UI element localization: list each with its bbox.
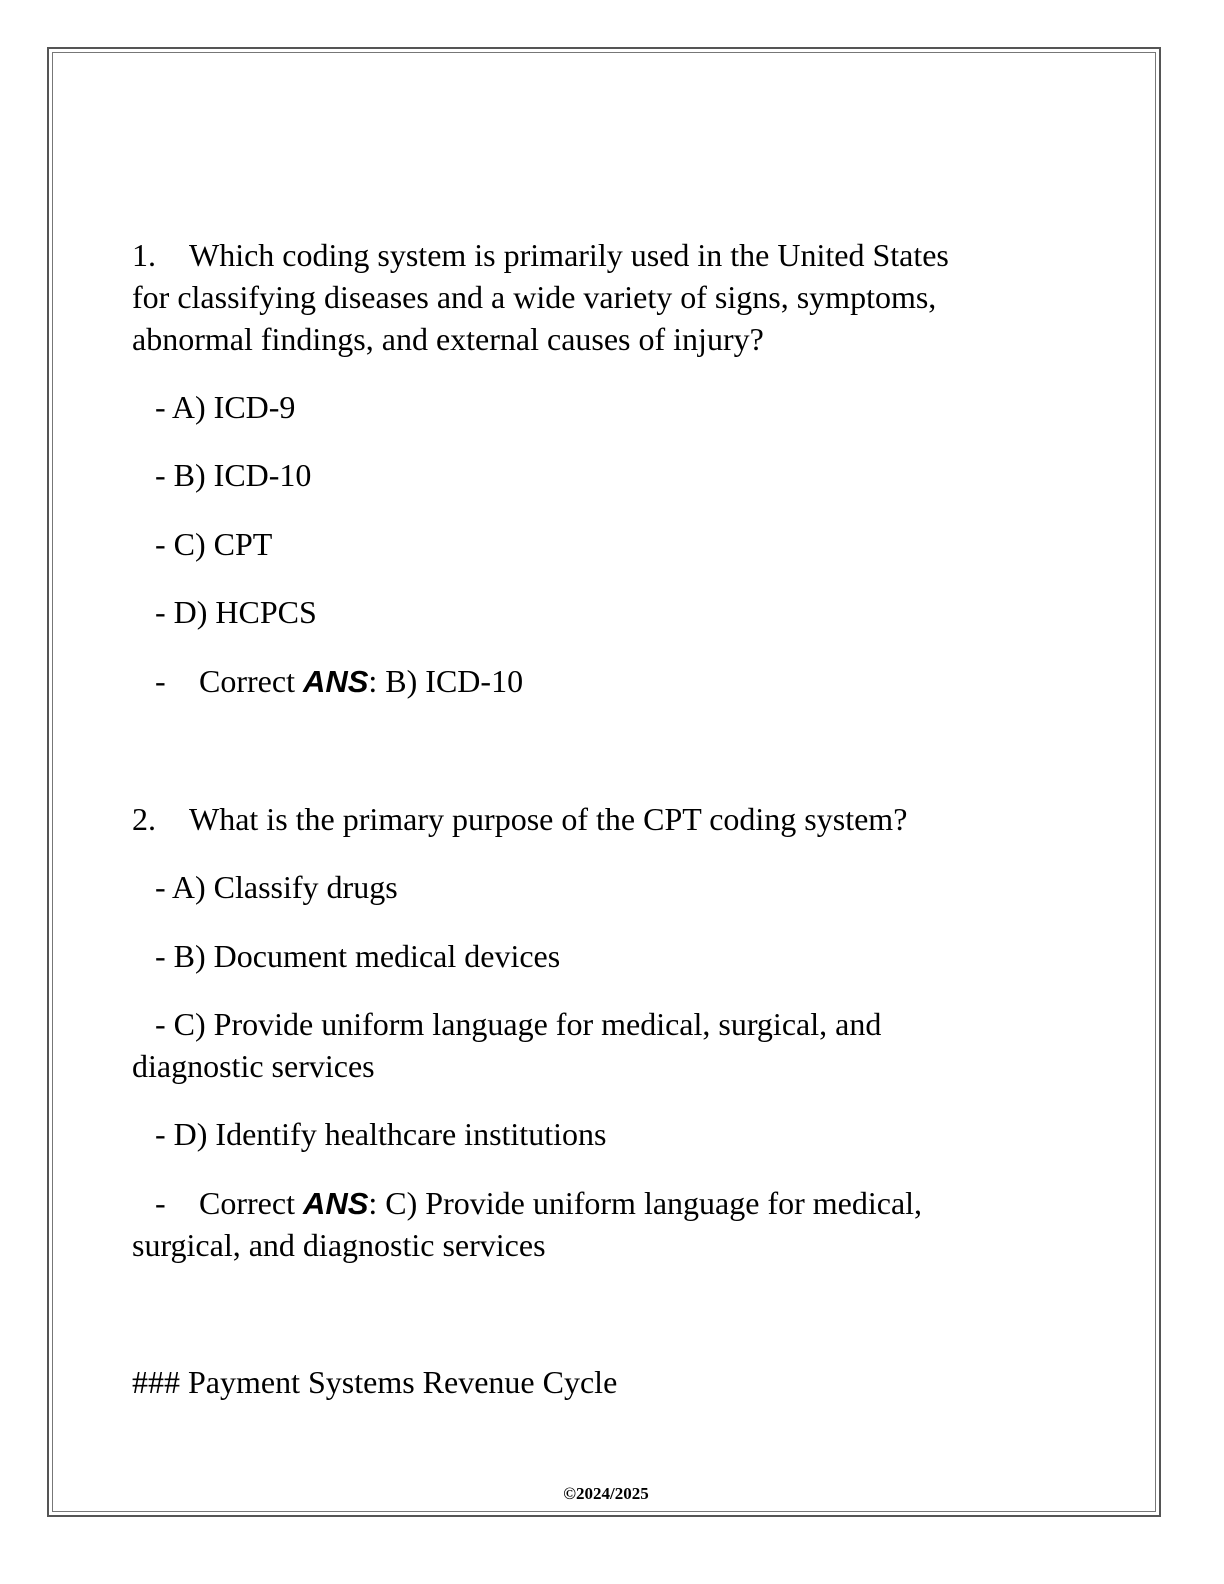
answer-prefix: Correct	[199, 663, 303, 699]
question-1-answer	[155, 660, 523, 703]
question-1-option-b: - B) ICD-10	[155, 457, 312, 493]
section-heading: ### Payment Systems Revenue Cycle	[132, 1364, 618, 1400]
question-2-number: 2.	[132, 801, 156, 837]
question-1-line-3: abnormal findings, and external causes of injury?	[132, 321, 764, 357]
question-2-text-1: What is the primary purpose of the CPT coding system?	[189, 801, 908, 837]
question-2-line-1	[132, 798, 907, 840]
question-1-option-a: - A) ICD-9	[155, 389, 296, 425]
answer-tag: ANS	[302, 1186, 369, 1221]
question-2-option-c-continued: diagnostic services	[132, 1048, 375, 1084]
answer-tag: ANS	[302, 664, 369, 699]
copyright-footer: ©2024/2025	[563, 1484, 649, 1503]
answer-prefix: Correct	[199, 1185, 303, 1221]
question-2-option-b: - B) Document medical devices	[155, 938, 561, 974]
question-1-text-1: Which coding system is primarily used in the United States	[189, 237, 949, 273]
question-1-number: 1.	[132, 237, 156, 273]
question-2-answer-continued: surgical, and diagnostic services	[132, 1227, 546, 1263]
answer-dash: -	[155, 663, 166, 699]
answer-text: : B) ICD-10	[368, 663, 524, 699]
question-1-line-1	[132, 234, 949, 276]
question-2-option-a: - A) Classify drugs	[155, 869, 398, 905]
answer-text: : C) Provide uniform language for medical,	[368, 1185, 923, 1221]
question-1-option-c: - C) CPT	[155, 526, 273, 562]
question-2-option-c: - C) Provide uniform language for medical, surgical, and	[155, 1006, 882, 1042]
question-2-answer	[155, 1182, 922, 1225]
question-2-option-d: - D) Identify healthcare institutions	[155, 1116, 607, 1152]
question-1-line-2: for classifying diseases and a wide variety of signs, symptoms,	[132, 279, 937, 315]
question-1-option-d: - D) HCPCS	[155, 594, 317, 630]
answer-dash: -	[155, 1185, 166, 1221]
